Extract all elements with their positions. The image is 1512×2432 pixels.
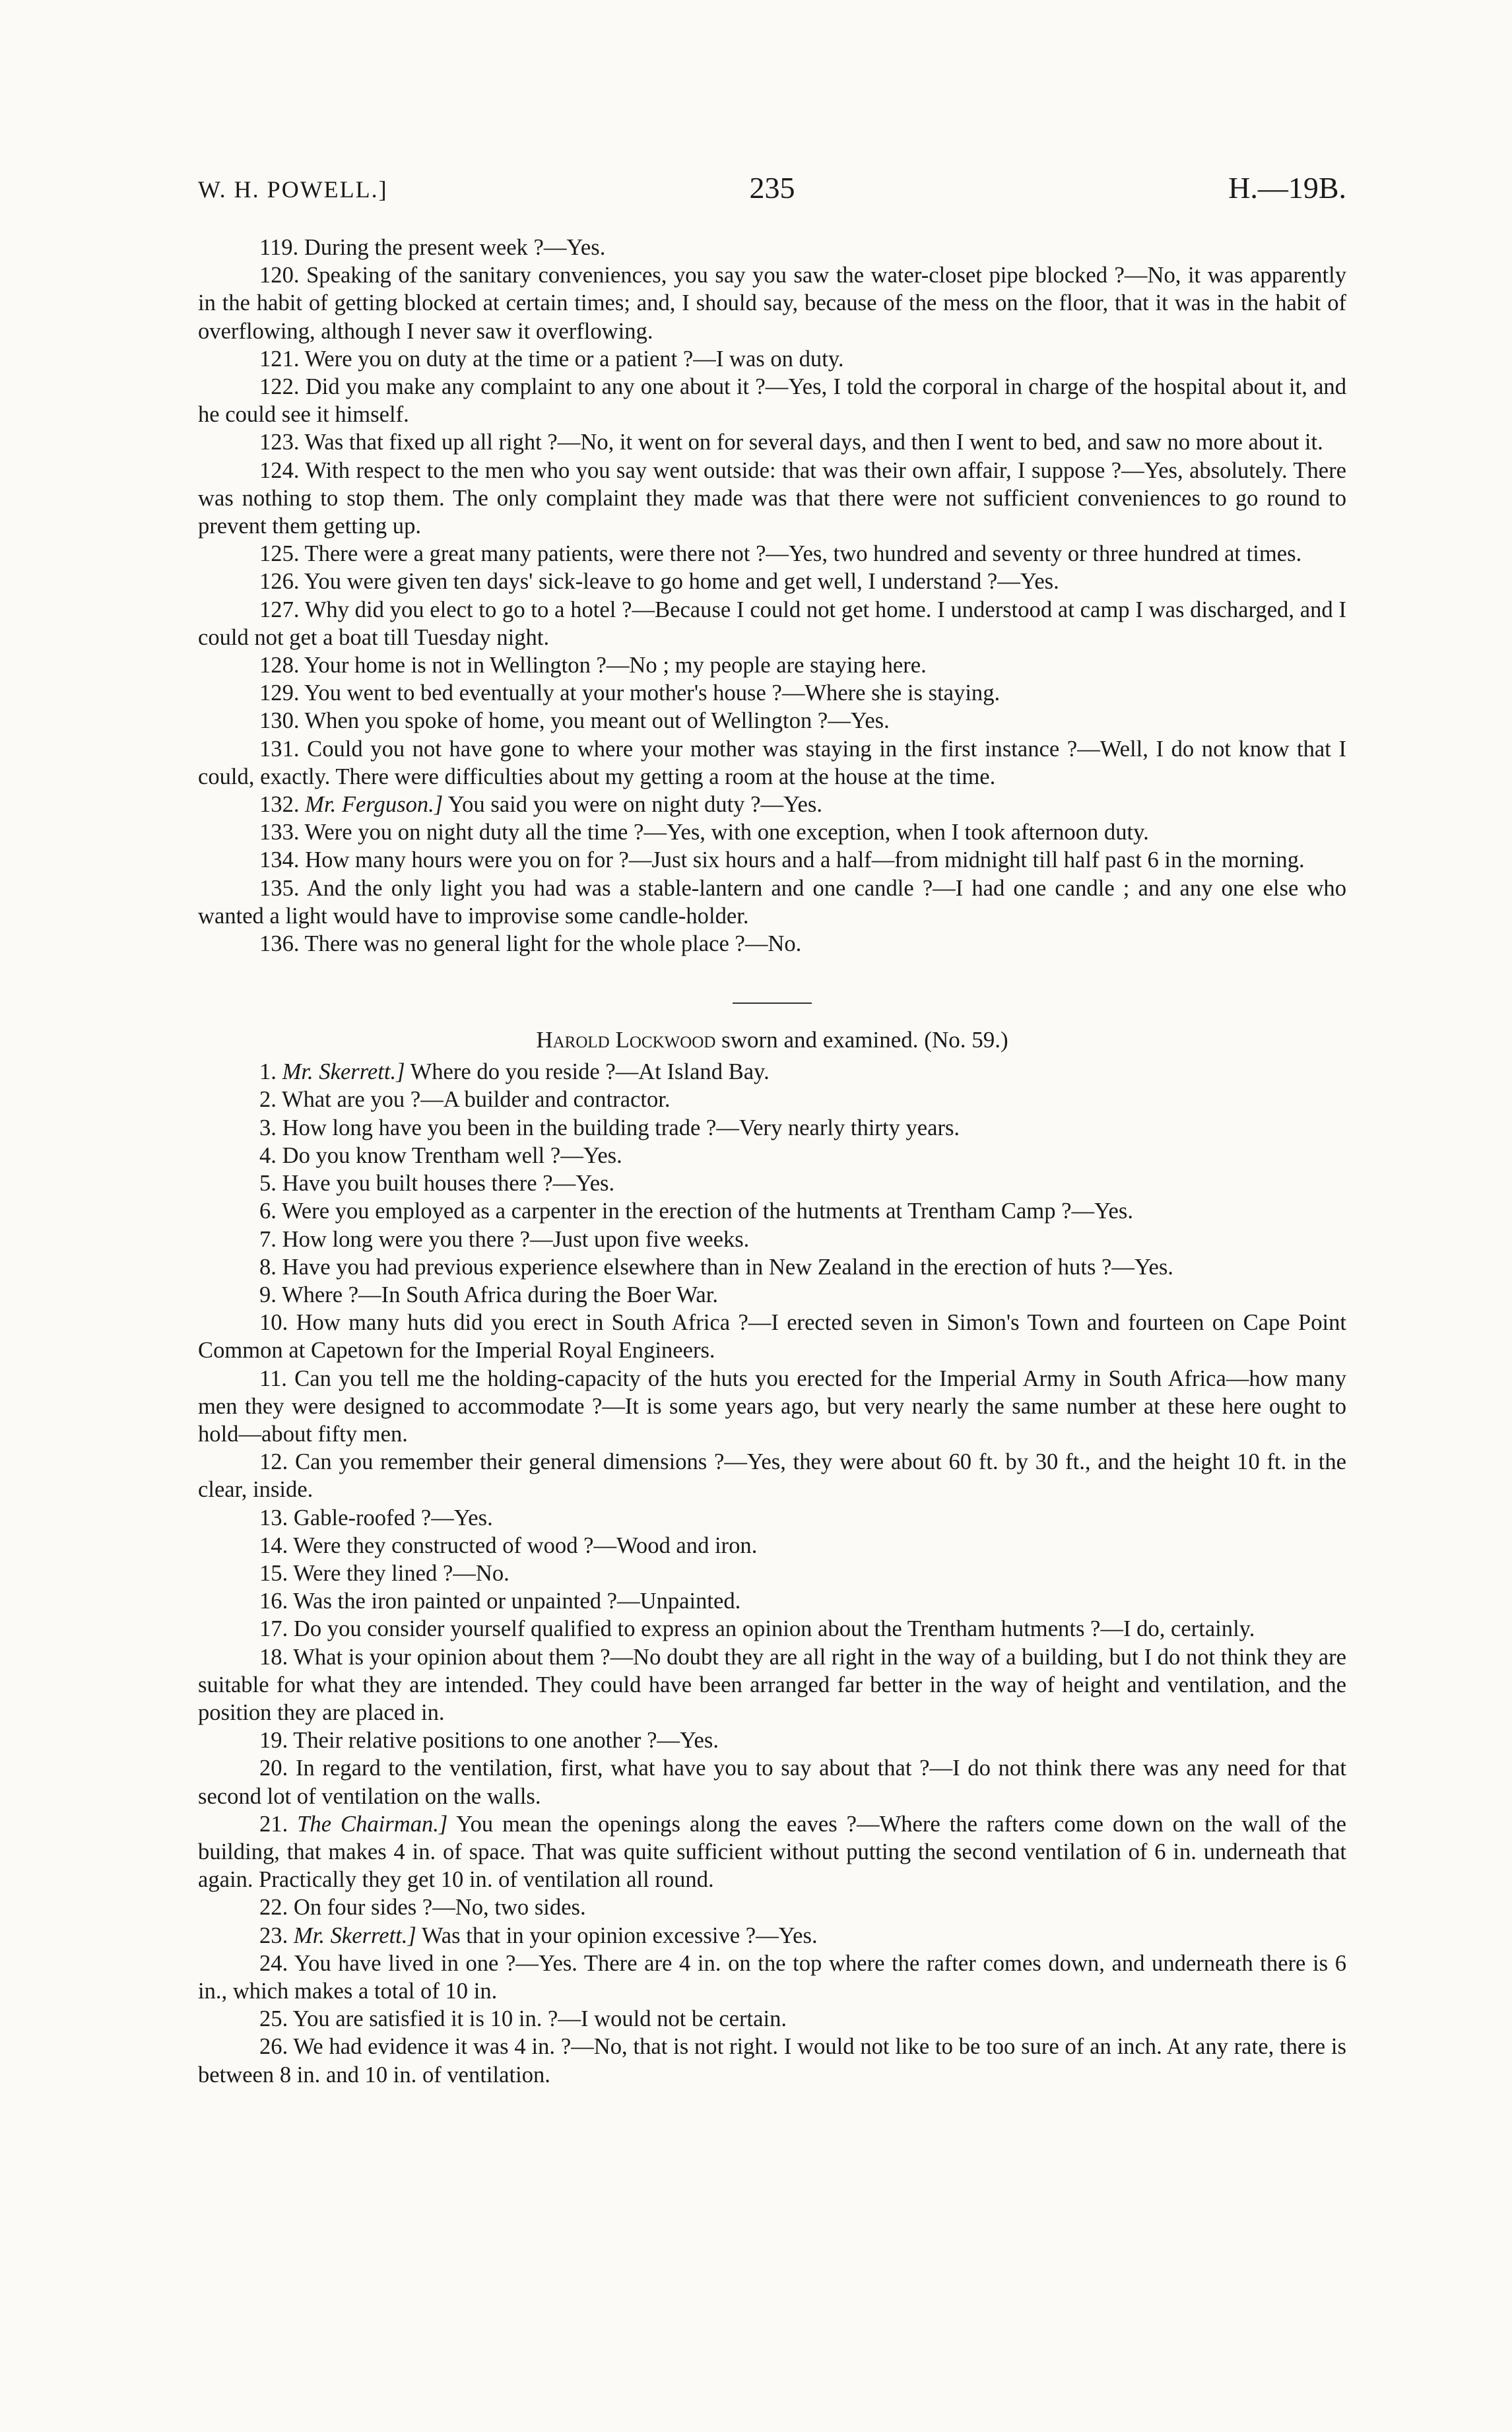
testimony-section-powell bbox=[198, 234, 1346, 958]
question-number: 16. bbox=[259, 1589, 288, 1614]
question-number: 26. bbox=[259, 2034, 288, 2060]
question-paragraph bbox=[198, 1281, 1346, 1309]
question-number: 122. bbox=[259, 374, 300, 400]
question-number: 21. bbox=[259, 1811, 288, 1837]
section-divider bbox=[733, 1002, 812, 1004]
document-reference: H.—19B. bbox=[1228, 171, 1346, 205]
question-paragraph bbox=[198, 568, 1346, 595]
question-text: Were you on duty at the time or a patient ?—I was on duty. bbox=[304, 346, 844, 372]
question-text: Speaking of the sanitary conveniences, you say you saw the water-closet pipe blocked ?—No, it was apparently in the habit of getting blocked at certain times; and, I should say, because of the mess on the floor, that it was in the habit of overflowing, although I never saw it overflowing. bbox=[198, 263, 1346, 344]
question-number: 6. bbox=[259, 1199, 277, 1224]
question-number: 18. bbox=[259, 1644, 288, 1670]
question-number: 13. bbox=[259, 1505, 288, 1530]
question-paragraph bbox=[198, 818, 1346, 846]
question-paragraph bbox=[198, 234, 1346, 261]
question-number: 9. bbox=[259, 1282, 277, 1307]
question-paragraph bbox=[198, 679, 1346, 707]
question-paragraph bbox=[198, 1504, 1346, 1532]
question-paragraph bbox=[198, 1309, 1346, 1364]
question-paragraph bbox=[198, 1810, 1346, 1894]
question-paragraph bbox=[198, 1197, 1346, 1225]
question-number: 5. bbox=[259, 1171, 277, 1197]
question-text: Could you not have gone to where your mother was staying in the first instance ?—Well, I do not know that I could, exactly. There were difficulties about my getting a room at the house at the time. bbox=[198, 736, 1346, 789]
question-text: Their relative positions to one another ?—Yes. bbox=[293, 1728, 719, 1754]
question-text: You were given ten days' sick-leave to go home and get well, I understand ?—Yes. bbox=[304, 569, 1059, 595]
question-paragraph bbox=[198, 1560, 1346, 1587]
question-paragraph bbox=[198, 428, 1346, 456]
question-number: 22. bbox=[259, 1895, 288, 1921]
question-paragraph bbox=[198, 791, 1346, 818]
question-text: Why did you elect to go to a hotel ?—Because I could not get home. I understood at camp I was discharged, and I could not get a boat till Tuesday night. bbox=[198, 597, 1346, 650]
question-paragraph bbox=[198, 1532, 1346, 1560]
question-number: 7. bbox=[259, 1226, 277, 1252]
question-text: During the present week ?—Yes. bbox=[304, 235, 606, 260]
question-number: 11. bbox=[259, 1365, 287, 1391]
question-paragraph bbox=[198, 1448, 1346, 1503]
question-number: 123. bbox=[259, 430, 300, 455]
question-text: You have lived in one ?—Yes. There are 4 in. on the top where the rafter comes down, and underneath there is 6 in., which makes a total of 10 in. bbox=[198, 1950, 1346, 2004]
question-text: And the only light you had was a stable-lantern and one candle ?—I had one candle ; and any one else who wanted a light would have to improvise some candle-holder. bbox=[198, 875, 1346, 929]
question-paragraph bbox=[198, 373, 1346, 428]
question-number: 133. bbox=[259, 820, 300, 845]
question-paragraph bbox=[198, 930, 1346, 958]
question-number: 25. bbox=[259, 2006, 288, 2032]
question-text: Your home is not in Wellington ?—No ; my people are staying here. bbox=[304, 653, 927, 678]
question-number: 19. bbox=[259, 1728, 288, 1754]
testimony-section-lockwood bbox=[198, 1058, 1346, 2089]
question-number: 12. bbox=[259, 1449, 288, 1475]
question-paragraph bbox=[198, 1253, 1346, 1281]
question-paragraph bbox=[198, 735, 1346, 791]
question-text: How long were you there ?—Just upon five weeks. bbox=[282, 1226, 750, 1252]
question-number: 131. bbox=[259, 736, 300, 762]
question-text: How long have you been in the building trade ?—Very nearly thirty years. bbox=[282, 1115, 960, 1140]
question-text: Were you employed as a carpenter in the erection of the hutments at Trentham Camp ?—Yes. bbox=[281, 1199, 1134, 1224]
question-paragraph bbox=[198, 596, 1346, 651]
question-paragraph bbox=[198, 1142, 1346, 1169]
witness-running-head: W. H. POWELL.] bbox=[198, 176, 388, 203]
question-text: You are satisfied it is 10 in. ?—I would not be certain. bbox=[292, 2006, 787, 2032]
question-paragraph bbox=[198, 1893, 1346, 1921]
question-number: 128. bbox=[259, 653, 300, 678]
question-text: On four sides ?—No, two sides. bbox=[293, 1895, 586, 1921]
question-text: Were you on night duty all the time ?—Yes, with one exception, when I took afternoon duty. bbox=[304, 820, 1149, 845]
question-paragraph bbox=[198, 1950, 1346, 2005]
question-paragraph bbox=[198, 1058, 1346, 1086]
question-paragraph bbox=[198, 2033, 1346, 2088]
question-text: In regard to the ventilation, first, what have you to say about that ?—I do not think there was any need for that second lot of ventilation on the walls. bbox=[198, 1756, 1346, 1809]
question-number: 24. bbox=[259, 1950, 288, 1976]
question-text: Do you know Trentham well ?—Yes. bbox=[282, 1142, 622, 1168]
question-paragraph bbox=[198, 1643, 1346, 1727]
question-text: We had evidence it was 4 in. ?—No, that is not right. I would not like to be too sure of an inch. At any rate, there is between 8 in. and 10 in. of ventilation. bbox=[198, 2034, 1346, 2087]
question-number: 10. bbox=[259, 1310, 288, 1336]
document-page bbox=[198, 170, 1346, 2089]
question-number: 23. bbox=[259, 1923, 288, 1948]
question-number: 121. bbox=[259, 346, 300, 372]
question-text: Were they constructed of wood ?—Wood and iron. bbox=[293, 1532, 758, 1558]
question-text: Do you consider yourself qualified to express an opinion about the Trentham hutments ?—I do, certainly. bbox=[293, 1616, 1255, 1642]
question-number: 3. bbox=[259, 1115, 277, 1140]
question-number: 20. bbox=[259, 1756, 288, 1781]
question-number: 132. bbox=[259, 792, 300, 818]
page-number: 235 bbox=[749, 171, 795, 205]
question-paragraph bbox=[198, 1226, 1346, 1253]
question-number: 127. bbox=[259, 597, 300, 622]
question-text: Was that fixed up all right ?—No, it went on for several days, and then I went to bed, and saw no more about it. bbox=[304, 430, 1323, 455]
question-paragraph bbox=[198, 651, 1346, 679]
question-text: Have you had previous experience elsewhere than in New Zealand in the erection of huts ?—Yes. bbox=[282, 1254, 1173, 1280]
question-paragraph bbox=[198, 1754, 1346, 1810]
question-text: There were a great many patients, were there not ?—Yes, two hundred and seventy or three hundred at times. bbox=[304, 541, 1302, 567]
question-paragraph bbox=[198, 261, 1346, 345]
question-paragraph bbox=[198, 457, 1346, 541]
question-number: 135. bbox=[259, 875, 300, 901]
question-number: 124. bbox=[259, 457, 300, 483]
witness-heading bbox=[198, 1026, 1346, 1054]
question-paragraph bbox=[198, 707, 1346, 735]
question-text: When you spoke of home, you meant out of Wellington ?—Yes. bbox=[304, 708, 890, 734]
question-paragraph bbox=[198, 874, 1346, 930]
question-number: 125. bbox=[259, 541, 300, 567]
question-text: You mean the openings along the eaves ?—Where the rafters come down on the wall of the building, that makes 4 in. of space. That was quite sufficient without putting the second ventilation of 6 in. underneath that again. Practically they get 10 in. of ventilation all round. bbox=[198, 1811, 1346, 1893]
question-number: 119. bbox=[259, 235, 299, 260]
question-text: Were they lined ?—No. bbox=[293, 1560, 509, 1586]
question-paragraph bbox=[198, 1615, 1346, 1643]
page-header bbox=[198, 170, 1346, 213]
question-paragraph bbox=[198, 846, 1346, 874]
question-number: 1. bbox=[259, 1059, 277, 1085]
question-number: 17. bbox=[259, 1616, 288, 1642]
question-text: Was the iron painted or unpainted ?—Unpainted. bbox=[293, 1589, 741, 1614]
witness-name: Harold Lockwood bbox=[536, 1027, 716, 1053]
question-number: 120. bbox=[259, 263, 300, 288]
question-number: 130. bbox=[259, 708, 300, 734]
question-number: 4. bbox=[259, 1142, 277, 1168]
question-paragraph bbox=[198, 540, 1346, 568]
question-number: 14. bbox=[259, 1532, 288, 1558]
question-paragraph bbox=[198, 345, 1346, 373]
question-text: How many huts did you erect in South Africa ?—I erected seven in Simon's Town and fourteen on Cape Point Common at Capetown for the Imperial Royal Engineers. bbox=[198, 1310, 1347, 1364]
speaker-name: Mr. Skerrett.] bbox=[293, 1923, 416, 1948]
question-text: With respect to the men who you say went outside: that was their own affair, I suppose ?—Yes, absolutely. There was nothing to stop them. The only complaint they made was that there were not sufficient conveniences to go round to prevent them getting up. bbox=[198, 457, 1346, 539]
question-text: You said you were on night duty ?—Yes. bbox=[447, 792, 822, 818]
question-paragraph bbox=[198, 1086, 1346, 1113]
question-paragraph bbox=[198, 1587, 1346, 1615]
speaker-name: The Chairman.] bbox=[297, 1811, 448, 1837]
question-paragraph bbox=[198, 1365, 1346, 1449]
question-number: 8. bbox=[259, 1254, 277, 1280]
question-text: Did you make any complaint to any one about it ?—Yes, I told the corporal in charge of the hospital about it, and he could see it himself. bbox=[198, 374, 1346, 428]
question-paragraph bbox=[198, 2005, 1346, 2033]
witness-heading-rest: sworn and examined. (No. 59.) bbox=[721, 1027, 1008, 1053]
question-paragraph bbox=[198, 1922, 1346, 1950]
question-number: 15. bbox=[259, 1560, 288, 1586]
question-text: You went to bed eventually at your mother's house ?—Where she is staying. bbox=[304, 680, 1001, 706]
question-text: Where ?—In South Africa during the Boer War. bbox=[281, 1282, 719, 1307]
question-paragraph bbox=[198, 1726, 1346, 1754]
question-paragraph bbox=[198, 1114, 1346, 1142]
speaker-name: Mr. Skerrett.] bbox=[282, 1059, 405, 1085]
question-number: 134. bbox=[259, 847, 300, 873]
question-text: Was that in your opinion excessive ?—Yes. bbox=[421, 1923, 818, 1948]
question-text: How many hours were you on for ?—Just six hours and a half—from midnight till half past 6 in the morning. bbox=[305, 847, 1305, 873]
question-text: Gable-roofed ?—Yes. bbox=[293, 1505, 493, 1530]
question-text: What are you ?—A builder and contractor. bbox=[281, 1087, 671, 1113]
question-text: Can you remember their general dimensions ?—Yes, they were about 60 ft. by 30 ft., and the height 10 ft. in the clear, inside. bbox=[198, 1449, 1346, 1503]
question-number: 136. bbox=[259, 931, 300, 957]
question-text: Where do you reside ?—At Island Bay. bbox=[410, 1059, 770, 1085]
question-text: There was no general light for the whole place ?—No. bbox=[304, 931, 802, 957]
speaker-name: Mr. Ferguson.] bbox=[305, 792, 444, 818]
question-paragraph bbox=[198, 1169, 1346, 1197]
question-number: 126. bbox=[259, 569, 300, 595]
question-text: Can you tell me the holding-capacity of the huts you erected for the Imperial Army in South Africa—how many men they were designed to accommodate ?—It is some years ago, but very nearly the same number at these here ought to hold—about fifty men. bbox=[198, 1365, 1346, 1447]
question-text: What is your opinion about them ?—No doubt they are all right in the way of a building, but I do not think they are suitable for what they are intended. They could have been arranged far better in the way of height and ventilation, and the position they are placed in. bbox=[198, 1644, 1346, 1725]
question-number: 2. bbox=[259, 1087, 277, 1113]
question-number: 129. bbox=[259, 680, 300, 706]
question-text: Have you built houses there ?—Yes. bbox=[282, 1171, 615, 1197]
